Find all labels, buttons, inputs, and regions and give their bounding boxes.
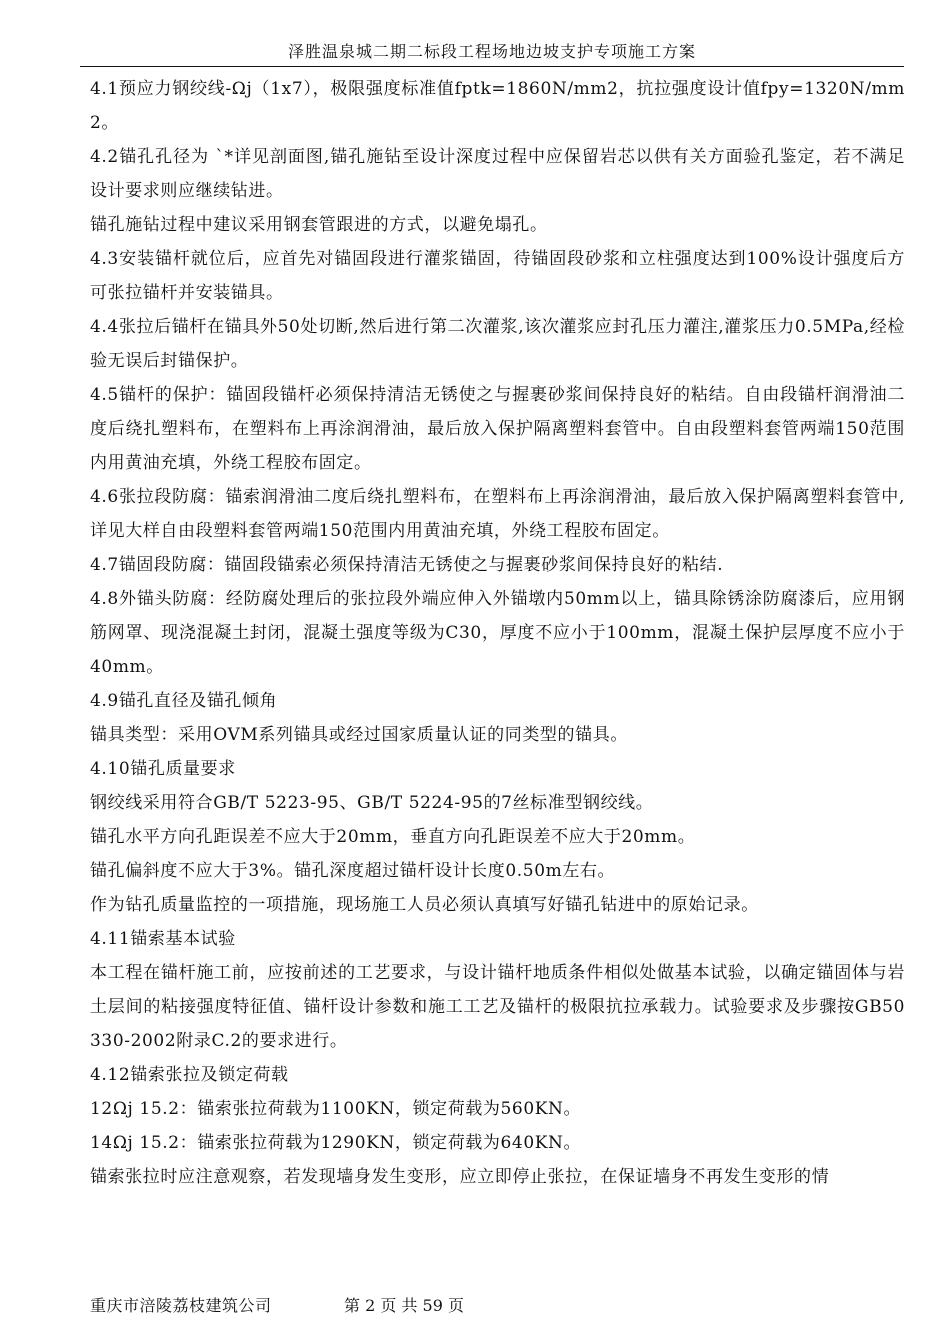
paragraph-hole-deviation: 锚孔偏斜度不应大于3%。锚孔深度超过锚杆设计长度0.50m左右。 (90, 861, 616, 881)
paragraph-hole-spacing: 锚孔水平方向孔距误差不应大于20mm，垂直方向孔距误差不应大于20mm。 (90, 827, 696, 847)
paragraph-4-1: 4.1预应力钢绞线-Ωj（1x7），极限强度标准值fptk=1860N/mm2，抗拉强度设计值fpy=1320N/mm2。 (90, 79, 905, 133)
heading-4-11: 4.11锚索基本试验 (90, 929, 236, 949)
paragraph-4-2-note: 锚孔施钻过程中建议采用钢套管跟进的方式，以避免塌孔。 (90, 215, 548, 235)
paragraph-4-6: 4.6张拉段防腐：锚索润滑油二度后绕扎塑料布，在塑料布上再涂润滑油，最后放入保护隔离塑料套管中,详见大样自由段塑料套管两端150范围内用黄油充填，外绕工程胶布固定。 (90, 487, 905, 541)
paragraph-load-14: 14Ωj 15.2：锚索张拉荷载为1290KN，锁定荷载为640KN。 (90, 1133, 582, 1153)
header-divider (80, 66, 904, 67)
paragraph-basic-test: 本工程在锚杆施工前，应按前述的工艺要求，与设计锚杆地质条件相似处做基本试验，以确定锚固体与岩土层间的粘接强度特征值、锚杆设计参数和施工工艺及锚杆的极限抗拉承载力。试验要求及步骤按GB50330-2002附录C.2的要求进行。 (90, 963, 905, 1051)
paragraph-4-8: 4.8外锚头防腐：经防腐处理后的张拉段外端应伸入外锚墩内50mm以上，锚具除锈涂防腐漆后，应用钢筋网罩、现浇混凝土封闭，混凝土强度等级为C30，厚度不应小于100mm，混凝土保护层厚度不应小于40mm。 (90, 589, 905, 677)
heading-4-10: 4.10锚孔质量要求 (90, 759, 236, 779)
paragraph-strand-standard: 钢绞线采用符合GB/T 5223-95、GB/T 5224-95的7丝标准型钢绞线。 (90, 793, 654, 813)
footer-page-number: 第 2 页 共 59 页 (344, 1296, 464, 1315)
heading-4-12: 4.12锚索张拉及锁定荷载 (90, 1065, 289, 1085)
paragraph-4-5: 4.5锚杆的保护：锚固段锚杆必须保持清洁无锈使之与握裹砂浆间保持良好的粘结。自由段锚杆润滑油二度后绕扎塑料布，在塑料布上再涂润滑油，最后放入保护隔离塑料套管中。自由段塑料套管两端150范围内用黄油充填，外绕工程胶布固定。 (90, 385, 905, 473)
document-body (90, 72, 905, 1194)
heading-4-9: 4.9锚孔直径及锚孔倾角 (90, 691, 278, 711)
paragraph-load-12: 12Ωj 15.2：锚索张拉荷载为1100KN，锁定荷载为560KN。 (90, 1099, 582, 1119)
paragraph-drilling-record: 作为钻孔质量监控的一项措施，现场施工人员必须认真填写好锚孔钻进中的原始记录。 (90, 895, 759, 915)
paragraph-anchor-type: 锚具类型：采用OVM系列锚具或经过国家质量认证的同类型的锚具。 (90, 725, 628, 745)
footer-company: 重庆市涪陵荔枝建筑公司 (90, 1296, 272, 1315)
page-footer (90, 1294, 905, 1318)
paragraph-4-7: 4.7锚固段防腐：锚固段锚索必须保持清洁无锈使之与握裹砂浆间保持良好的粘结. (90, 555, 724, 575)
paragraph-4-2: 4.2锚孔孔径为 `*详见剖面图,锚孔施钻至设计深度过程中应保留岩芯以供有关方面验孔鉴定，若不满足设计要求则应继续钻进。 (90, 147, 905, 201)
paragraph-4-4: 4.4张拉后锚杆在锚具外50处切断,然后进行第二次灌浆,该次灌浆应封孔压力灌注,灌浆压力0.5MPa,经检验无误后封锚保护。 (90, 317, 905, 371)
page-header: 泽胜温泉城二期二标段工程场地边坡支护专项施工方案 (287, 42, 696, 61)
paragraph-tension-observe: 锚索张拉时应注意观察，若发现墙身发生变形，应立即停止张拉，在保证墙身不再发生变形的情 (90, 1167, 830, 1187)
paragraph-4-3: 4.3安装锚杆就位后，应首先对锚固段进行灌浆锚固，待锚固段砂浆和立柱强度达到100%设计强度后方可张拉锚杆并安装锚具。 (90, 249, 905, 303)
